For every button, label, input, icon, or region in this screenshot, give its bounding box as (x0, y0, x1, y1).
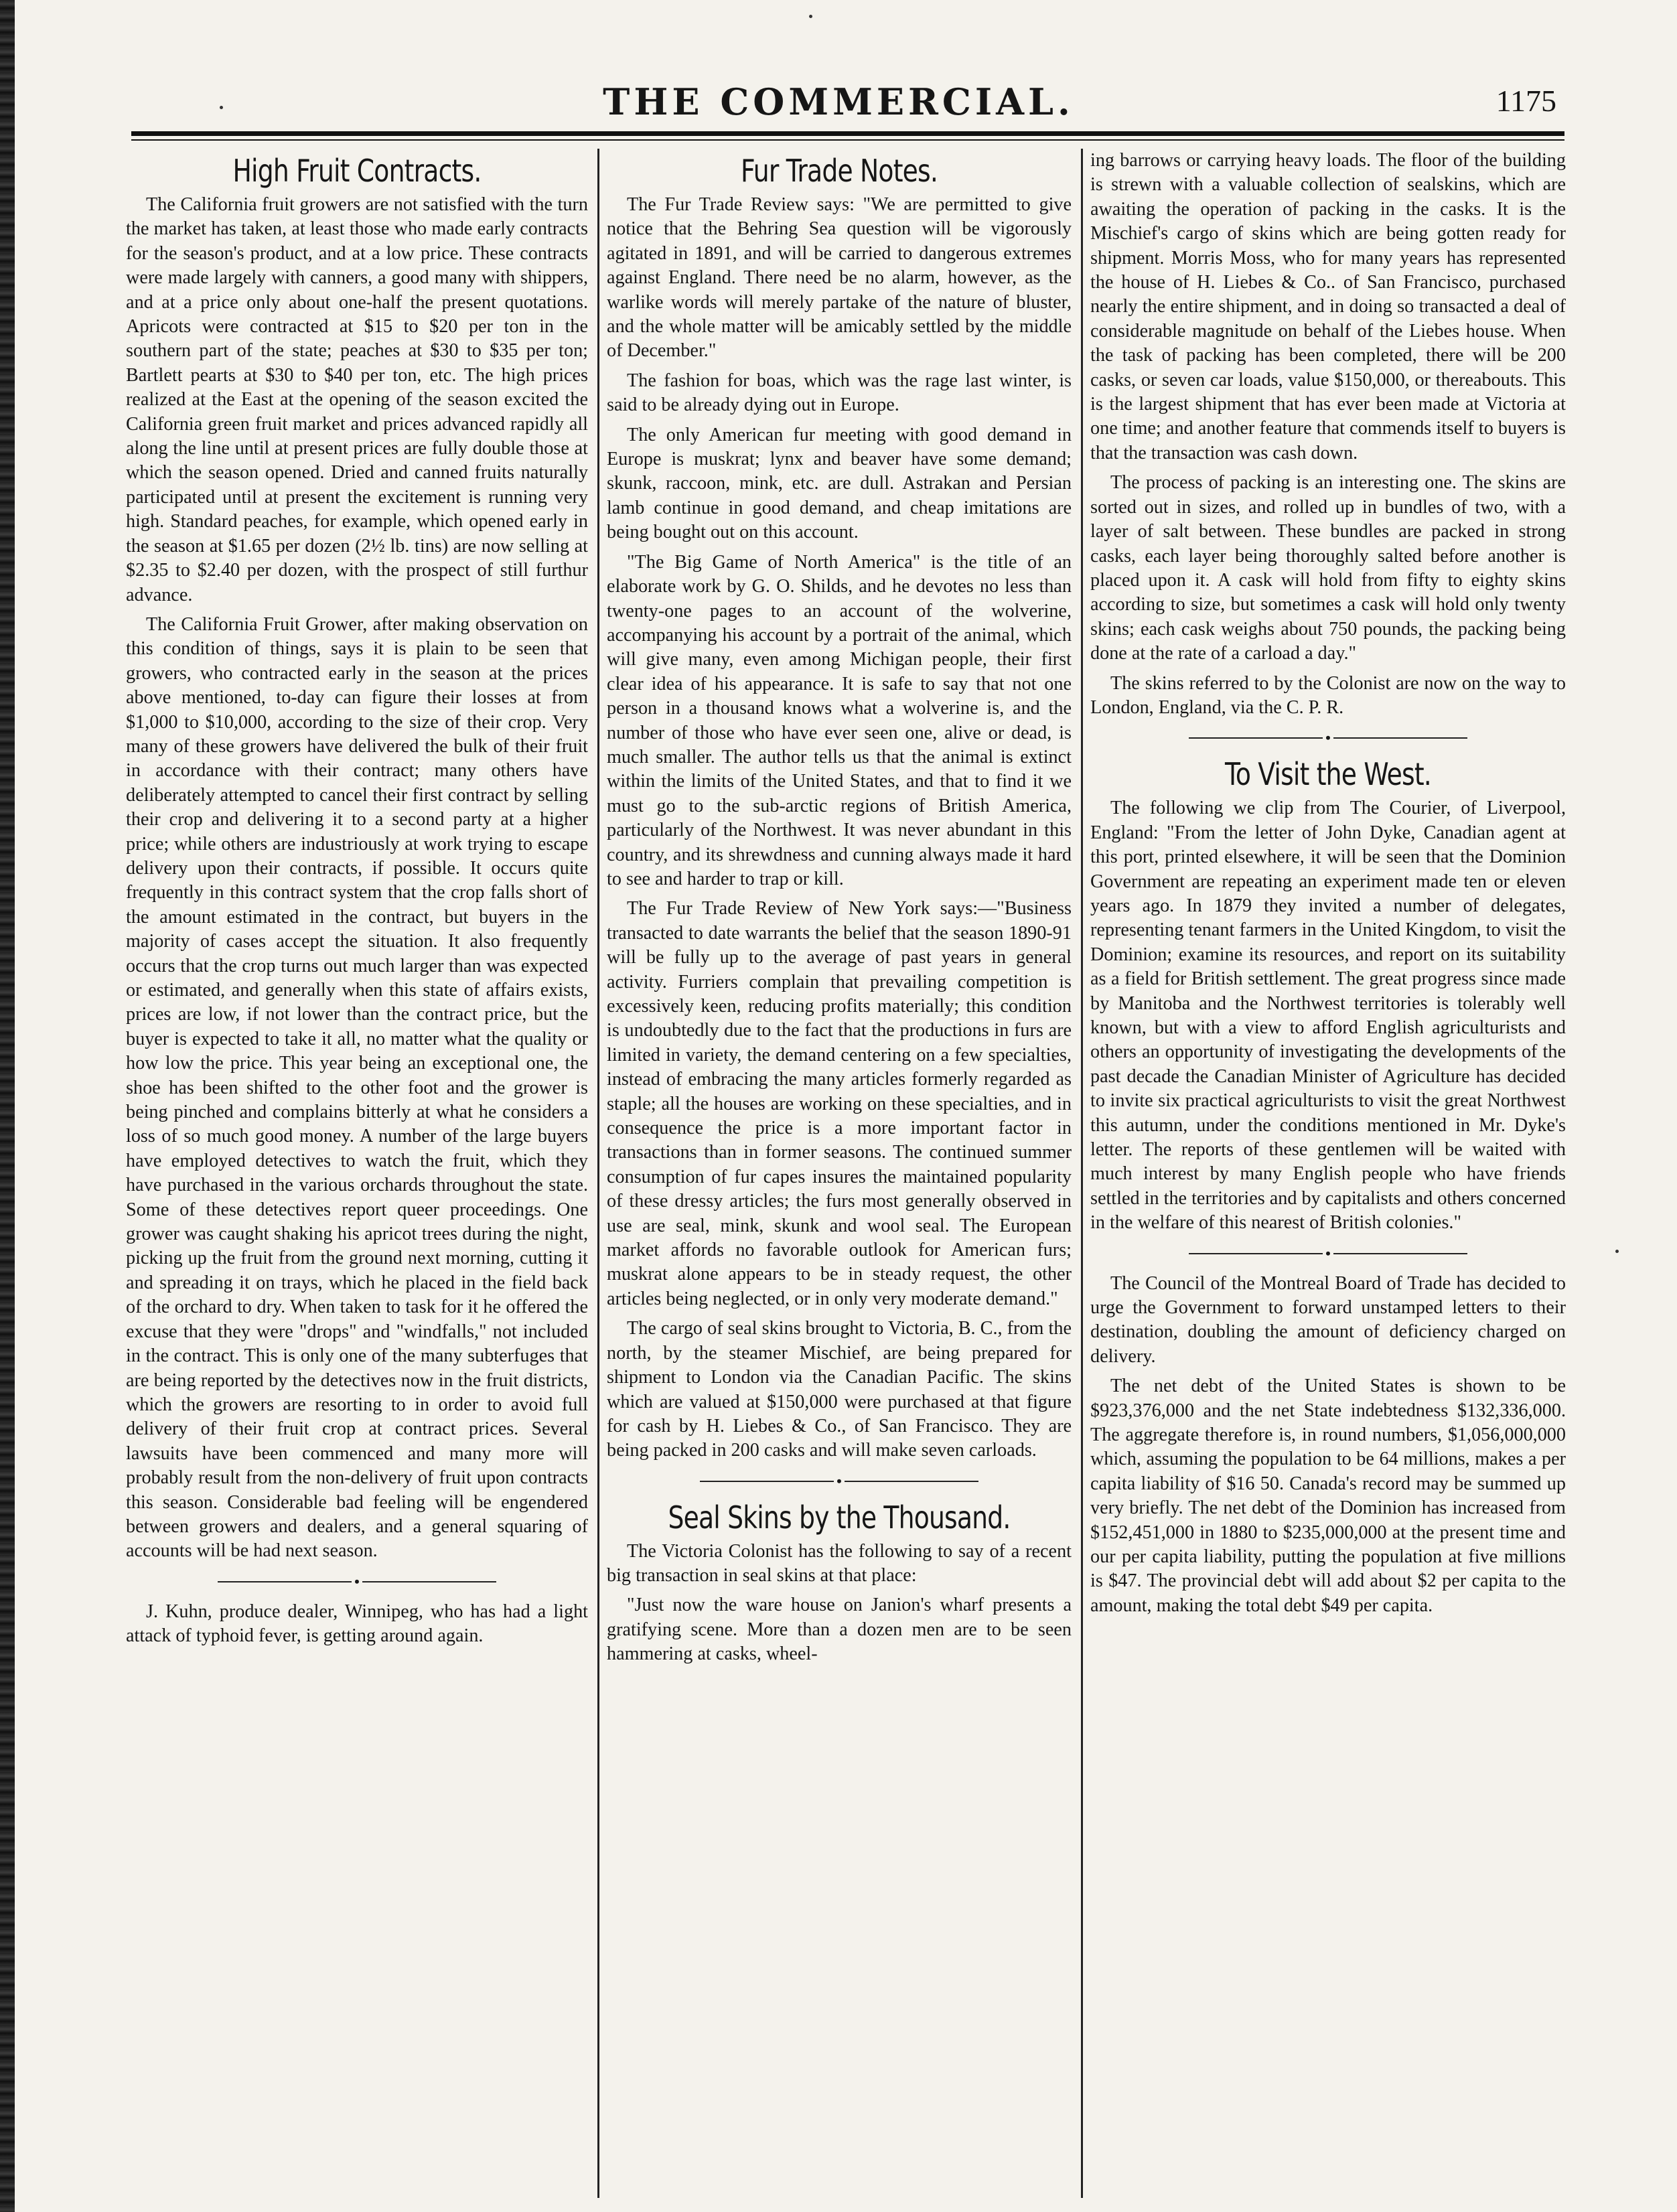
column-divider (597, 149, 599, 2198)
article-heading: Fur Trade Notes. (740, 153, 938, 189)
article-paragraph: The following we clip from The Courier, of Liverpool, England: "From the letter of John Dyke, Canadian agent at this port, printed elsewhere, it will be seen that the Dominion Government are repeating an experiment made ten or eleven years ago. In 1879 they invited a number of delegates, representing tenant farmers in the United Kingdom, to visit the Dominion; examine its resources, and report on its suitability as a field for British settlement. The great progress since made by Manitoba and the Northwest territories is tolerably well known, but with a view to afford English agriculturists and others an opportunity of investigating the developments of the past decade the Canadian Minister of Agriculture has decided to invite six practical agriculturists to visit the great Northwest this autumn, under the conditions mentioned in Mr. Dyke's letter. The reports of these gentlemen will be waited with much interest by many English people who have friends settled in the territories and by capitalists and others concerned in the welfare of this nearest of British colonies." (1090, 798, 1566, 1234)
article-paragraph: The fashion for boas, which was the rage last winter, is said to be already dying out in Europe. (607, 370, 1072, 416)
article-paragraph: ing barrows or carrying heavy loads. The floor of the building is strewn with a valuable collection of sealskins, which are awaiting the operation of packing in the casks. It is the Mischief's cargo of skins which are being gotten ready for shipment. Morris Moss, who for many years has represented the house of H. Liebes & Co.. of San Francisco, purchased nearly the entire shipment, and in doing so transacted a deal of considerable magnitude on behalf of the Liebes house. When the task of packing has been completed, there will be 200 casks, or seven car loads, value $150,000, or thereabouts. This is the largest shipment that has ever been made at Victoria at one time; and another feature that commends itself to buyers is that the transaction was cash down. (1090, 150, 1566, 463)
article-paragraph: The skins referred to by the Colonist are now on the way to London, England, via the C. P. R. (1090, 672, 1566, 718)
article-paragraph: The Fur Trade Review of New York says:—"Business transacted to date warrants the belief that the season 1890-91 will be fully up to the average of past years in general activity. Furriers complain that prevailing competition is excessively keen, reducing profits materially; this condition is undoubtedly due to the fact that the productions in furs are limited in variety, the demand centering on a few specialties, instead of embracing the many articles formerly regarded as staple; all the houses are working on these specialties, and in consequence the price is a more important factor in transactions than in former seasons. The continued summer consumption of fur capes insures the maintained popularity of these dressy articles; the furs most generally observed in use are seal, mink, skunk and wool seal. The European market affords no favorable outlook for American furs; muskrat alone appears to be in steady request, the other articles being neglected, or in only very moderate demand." (607, 898, 1072, 1309)
section-separator: • (1090, 1242, 1566, 1264)
section-separator: • (126, 1570, 588, 1592)
binding-edge (0, 0, 15, 2212)
column-right (1090, 149, 1566, 2198)
masthead (0, 80, 1677, 127)
article-paragraph: The California Fruit Grower, after making observation on this condition of things, says it is plain to be seen that growers, who contracted early in the season at the prices above mentioned, to-day can figure their losses at from $1,000 to $10,000, according to the size of their crop. Very many of these growers have delivered the bulk of their fruit in accordance with their contract; many others have deliberately attempted to cancel their first contract by selling their crop and delivering it to a second party at a higher price; while others are industriously at work trying to escape delivery upon their contracts, if possible. It occurs quite frequently in this contract system that the crop falls short of the amount estimated in the contract, but buyers in the majority of cases accept the situation. It also frequently occurs that the crop turns out much larger than was expected or estimated, and generally when this state of affairs exists, prices are low, if not lower than the contract price, but the buyer is expected to take it all, no matter what the quality or how low the price. This year being an exceptional one, the shoe has been shifted to the other foot and the grower is being pinched and complains bitterly at what he considers a loss of so much good money. A number of the large buyers have employed detectives to watch the fruit, which they have purchased in the various orchards throughout the state. Some of these detectives report queer proceedings. One grower was caught shaking his apricot trees during the night, picking up the fruit from the ground next morning, cutting it and spreading it on trays, which he placed in the field back of the orchard to dry. When taken to task for it he offered the excuse that they were "drops" and "windfalls," not included in the contract. This is only one of the many subterfuges that are being reported by the detectives now in the fruit districts, which the growers are resorting to in order to avoid full delivery of their fruit crop at contract prices. Several lawsuits have been commenced and many more will probably result from the non-delivery of fruit upon contracts this season. Considerable bad feeling will be engendered between growers and dealers, and a general squaring of accounts will be had next season. (126, 613, 588, 1562)
article-paragraph: The net debt of the United States is shown to be $923,376,000 and the net State indebtedness $132,336,000. The aggregate therefore is, in round numbers, $1,056,000,000 which, assuming the population to be 64 millions, makes a per capita liability of $16 50. Canada's record may be summed up very briefly. The net debt of the Dominion has increased from $152,451,000 in 1880 to $235,000,000 at the present time and our per capita liability, putting the population at five millions is $47. The provincial debt will add about $2 per capita to the amount, making the total debt $49 per capita. (1090, 1376, 1566, 1616)
scan-speck (809, 15, 812, 18)
article-paragraph: "The Big Game of North America" is the title of an elaborate work by G. O. Shilds, and he devotes no less than twenty-one pages to an account of the wolverine, accompanying his account by a portrait of the animal, which will give many, even among Michigan people, their first clear idea of his appearance. It is safe to say that not one person in a thousand knows what a wolverine is, and the number of those who have ever seen one, alive or dead, is much smaller. The author tells us that the animal is extinct within the limits of the United States, and that to find it we must go to the sub-arctic regions of British America, particularly of the Northwest. It was never abundant in this country, and its shrewdness and cunning always made it hard to see and harder to trap or kill. (607, 551, 1072, 889)
article-paragraph: The cargo of seal skins brought to Victoria, B. C., from the north, by the steamer Mischief, are being prepared for shipment to London via the Canadian Pacific. The skins which are valued at $150,000 were purchased at that figure for cash by H. Liebes & Co., of San Francisco. They are being packed in 200 casks and will make seven carloads. (607, 1318, 1072, 1461)
article-heading: High Fruit Contracts. (232, 153, 482, 189)
column-divider (1081, 149, 1083, 2198)
article-heading: Seal Skins by the Thousand. (668, 1499, 1011, 1536)
section-separator: • (1090, 727, 1566, 748)
article-paragraph: The Council of the Montreal Board of Trade has decided to urge the Government to forward unstamped letters to their destination, doubling the amount of deficiency charged on delivery. (1090, 1272, 1566, 1367)
article-paragraph: The only American fur meeting with good demand in Europe is muskrat; lynx and beaver have some demand; skunk, raccoon, mink, etc. are dull. Astrakan and Persian lamb continue in good demand, and cheap imitations are being bought out on this account. (607, 424, 1072, 543)
scan-speck (1615, 1250, 1619, 1253)
article-paragraph: J. Kuhn, produce dealer, Winnipeg, who has had a light attack of typhoid fever, is getting around again. (126, 1601, 588, 1647)
scan-speck (220, 106, 223, 109)
article-paragraph: The Fur Trade Review says: "We are permitted to give notice that the Behring Sea question will be vigorously agitated in 1891, and will be carried to dangerous extremes against England. There need be no alarm, however, as the warlike words will merely partake of the nature of bluster, and the whole matter will be amicably settled by the middle of December." (607, 194, 1072, 362)
column-middle (607, 149, 1072, 2198)
newspaper-title: THE COMMERCIAL. (603, 80, 1074, 123)
article-paragraph: The Victoria Colonist has the following to say of a recent big transaction in seal skins at that place: (607, 1540, 1072, 1587)
article-paragraph: The process of packing is an interesting one. The skins are sorted out in sizes, and rolled up in bundles of two, with a layer of salt between. These bundles are packed in strong casks, each layer being thoroughly salted before another is placed upon it. A cask will hold from fifty to eighty skins according to size, but sometimes a cask will hold only twenty skins; each cask weighs about 750 pounds, the packing being done at the rate of a carload a day." (1090, 472, 1566, 664)
article-heading: To Visit the West. (1225, 756, 1431, 793)
article-paragraph: The California fruit growers are not satisfied with the turn the market has taken, at least those who made early contracts for the season's product, and at a low price. These contracts were made largely with canners, a good many with shippers, and at a price only about one-half the present quotations. Apricots were contracted at $15 to $20 per ton in the southern part of the state; peaches at $30 to $35 per ton; Bartlett pearts at $30 to $40 per ton, etc. The high prices realized at the East at the opening of the season excited the California green fruit market and prices advanced rapidly all along the line until at present prices are fully double those at which the season opened. Dried and canned fruits naturally participated until at present the excitement is running very high. Standard peaches, for example, which opened early in the season at $1.65 per dozen (2½ lb. tins) are now selling at $2.35 to $2.40 per dozen, with the prospect of still furthur advance. (126, 194, 588, 605)
header-rule-thick (131, 131, 1564, 136)
page-number: 1175 (1496, 84, 1556, 118)
article-paragraph: "Just now the ware house on Janion's wharf presents a gratifying scene. More than a dozen men are to be seen hammering at casks, wheel- (607, 1595, 1072, 1665)
column-left (126, 149, 588, 2198)
header-rule-thin (131, 139, 1564, 141)
section-separator: • (607, 1470, 1072, 1491)
